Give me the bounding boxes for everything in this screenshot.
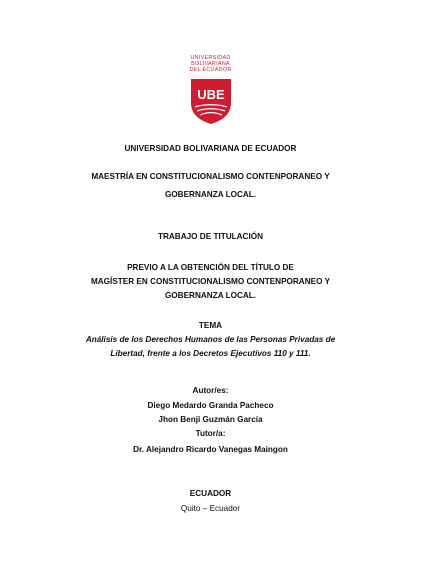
work-type: TRABAJO DE TITULACIÓN: [157, 232, 264, 241]
authors-label: Autor/es:: [192, 386, 229, 395]
university-logo: [0, 55, 421, 125]
logo-line-1: UNIVERSIDAD: [190, 55, 231, 61]
program-line-1: MAESTRÍA EN CONSTITUCIONALISMO CONTENPORANEO Y: [91, 172, 330, 181]
topic-label: TEMA: [198, 321, 223, 330]
author-name-1: Diego Medardo Granda Pacheco: [147, 401, 274, 410]
degree-line-3: GOBERNANZA LOCAL.: [164, 291, 257, 300]
program-line-2: GOBERNANZA LOCAL.: [164, 190, 257, 199]
logo-wordmark: [0, 55, 421, 73]
logo-line-2: BOLIVARIANA: [191, 61, 230, 67]
shield-text: UBE: [196, 87, 225, 102]
topic-line-1: Análisis de los Derechos Humanos de las Personas Privadas de: [85, 335, 336, 344]
city: Quito – Ecuador: [180, 504, 241, 513]
degree-line-2: MAGÍSTER EN CONSTITUCIONALISMO CONTENPORANEO Y: [90, 277, 331, 286]
country: ECUADOR: [189, 489, 232, 498]
university-name: UNIVERSIDAD BOLIVARIANA DE ECUADOR: [124, 144, 297, 153]
topic-line-2: Libertad, frente a los Decretos Ejecutivos 110 y 111.: [110, 349, 311, 358]
tutor-label: Tutor/a:: [195, 429, 226, 438]
shield-icon: [189, 77, 233, 125]
author-name-2: Jhon Benji Guzmán García: [158, 415, 263, 424]
tutor-name: Dr. Alejandro Ricardo Vanegas Maingon: [133, 445, 288, 454]
degree-line-1: PREVIO A LA OBTENCIÓN DEL TÍTULO DE: [127, 263, 294, 272]
logo-line-3: DEL ECUADOR: [189, 67, 232, 73]
